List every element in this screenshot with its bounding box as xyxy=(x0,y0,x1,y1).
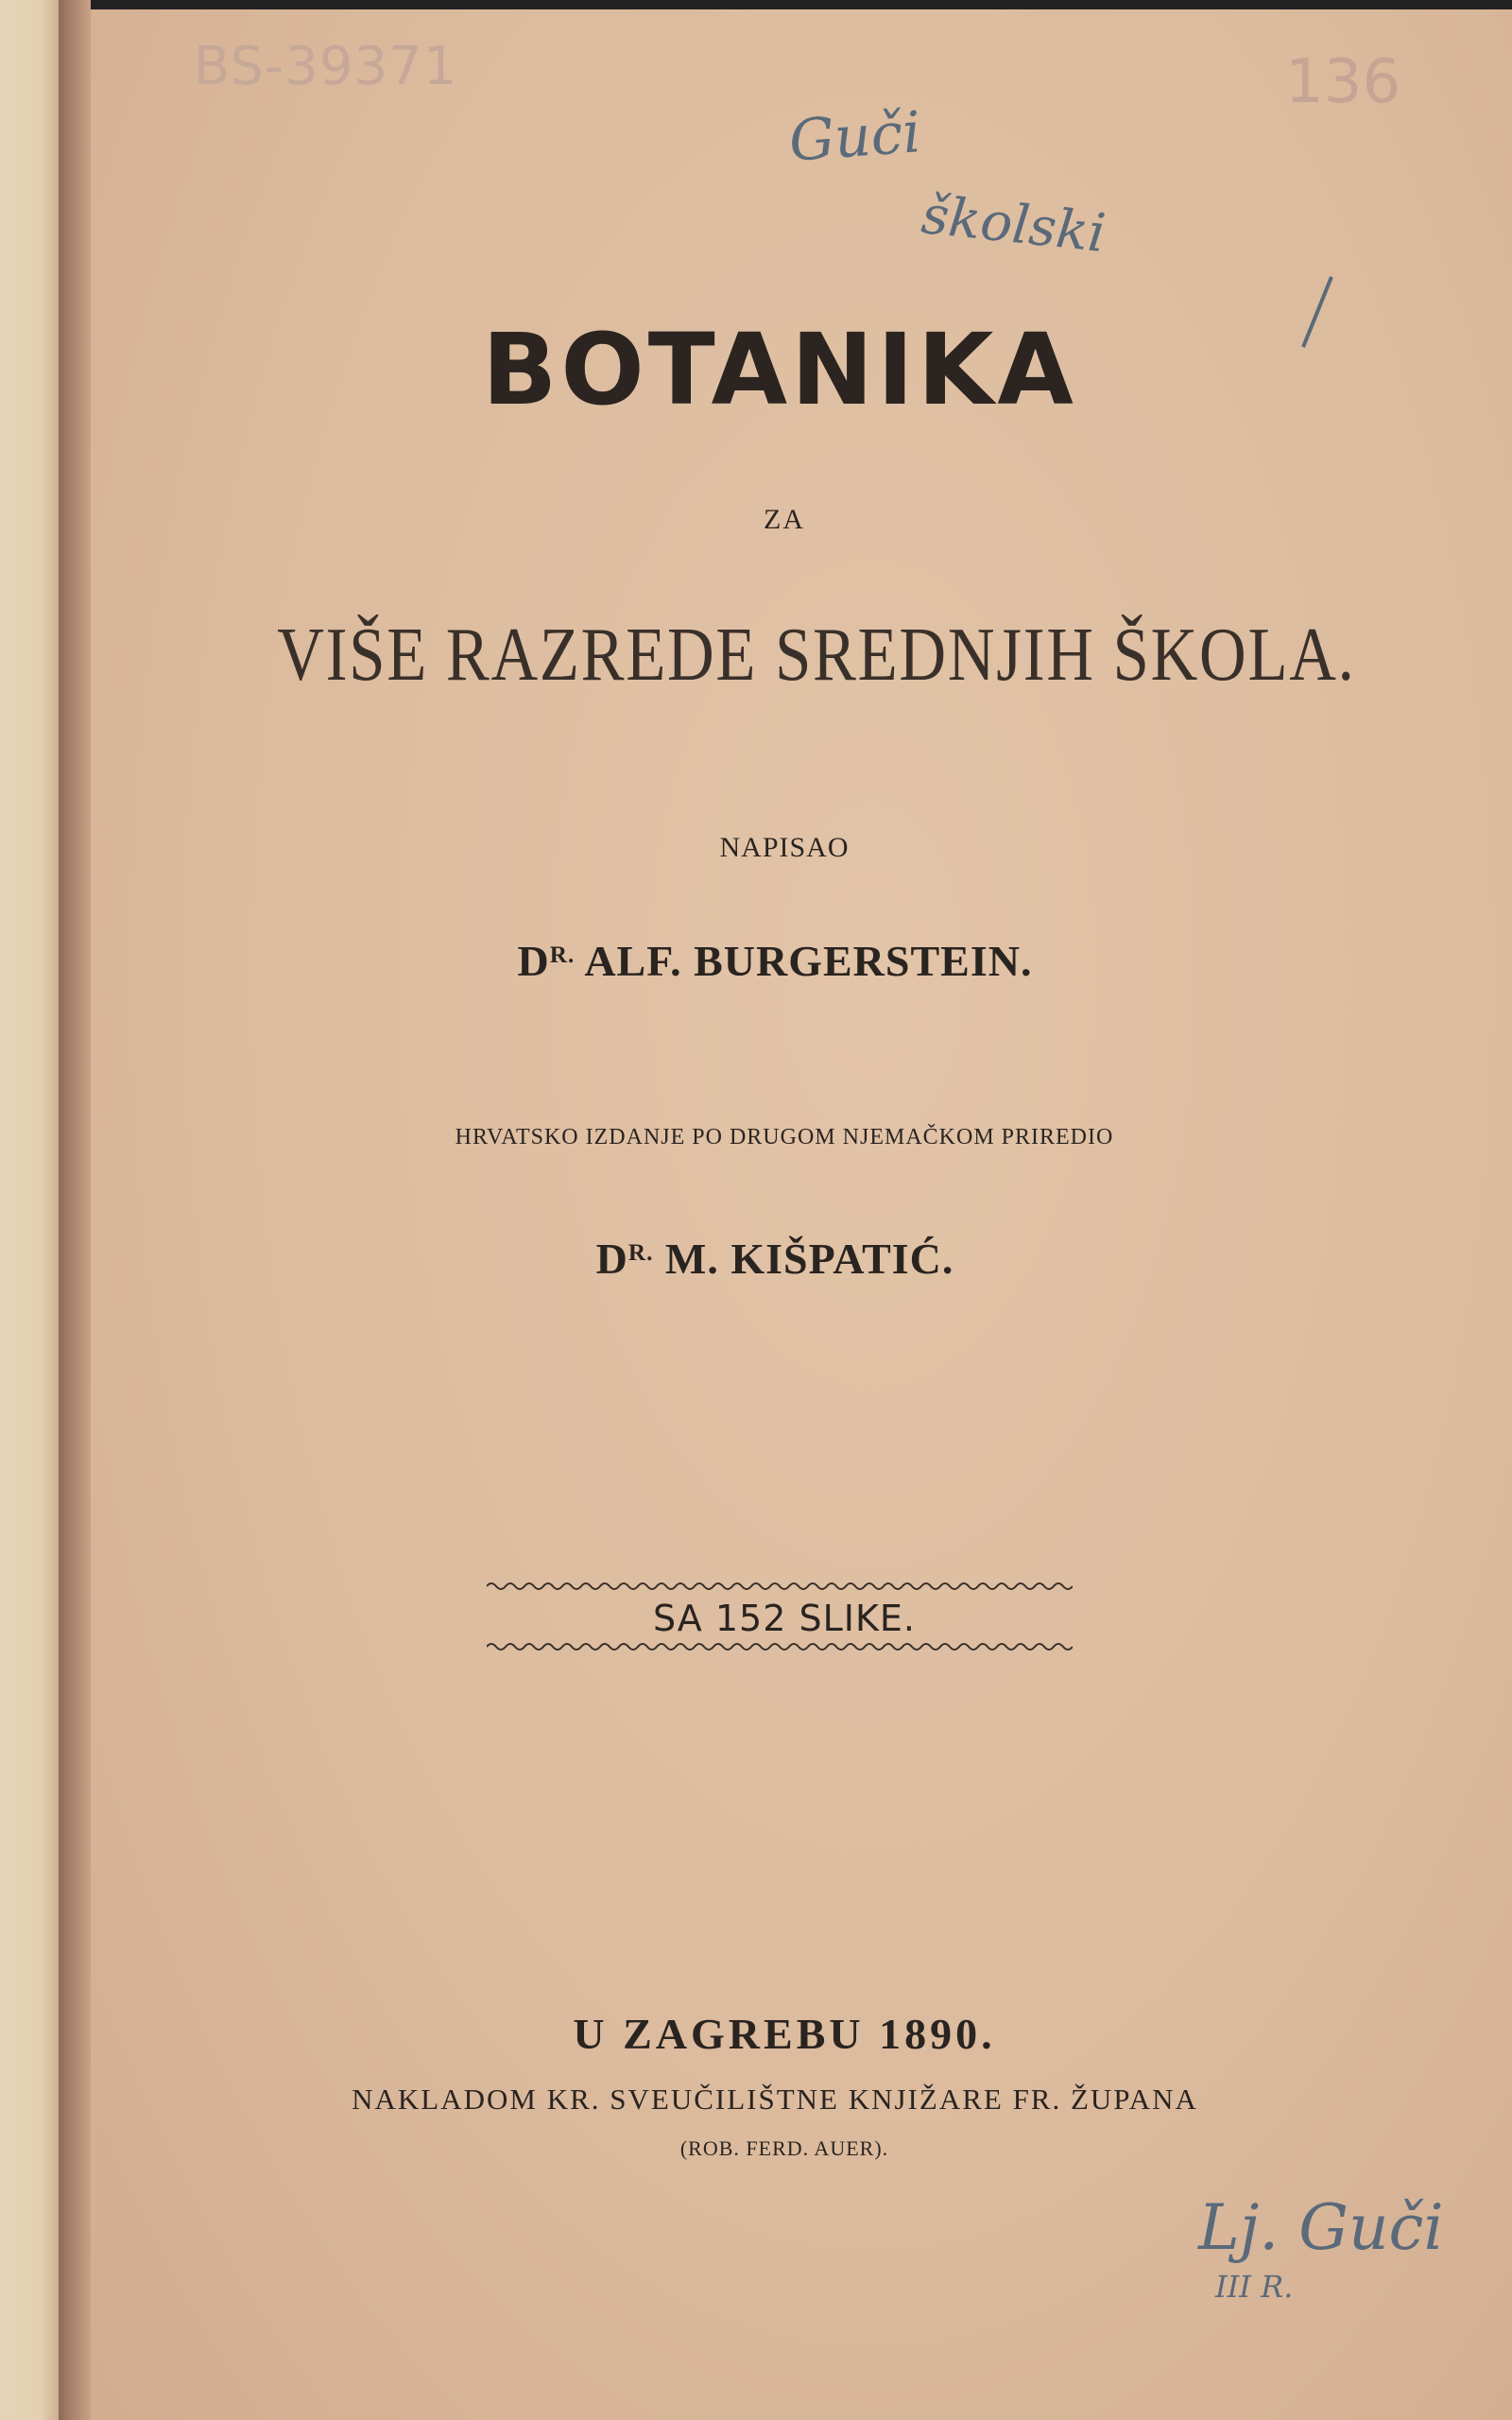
translator-name xyxy=(529,1234,1021,1284)
author-name-text: ALF. BURGERSTEIN. xyxy=(584,937,1033,985)
book-gutter xyxy=(59,0,91,2420)
corner-number: 136 xyxy=(1285,47,1401,117)
author-label: NAPISAO xyxy=(719,832,850,863)
translator-prefix: D xyxy=(595,1235,628,1283)
author-title-sup: R. xyxy=(549,942,576,969)
author-prefix: D xyxy=(517,937,550,985)
scan-top-edge xyxy=(0,0,1512,9)
title-connector: ZA xyxy=(764,504,805,535)
illustrations-note: SA 152 SLIKE. xyxy=(652,1598,917,1639)
author-name xyxy=(454,936,1096,986)
handwritten-class-note: III R. xyxy=(1215,2269,1294,2305)
handwritten-note-name: Guči xyxy=(786,99,923,175)
book-title: BOTANIKA xyxy=(482,312,1077,427)
translator-title-sup: R. xyxy=(627,1239,654,1267)
wavy-rule-top xyxy=(487,1581,1073,1592)
handwritten-note-school: školski xyxy=(919,183,1108,266)
printer-imprint: (ROB. FERD. AUER). xyxy=(679,2136,889,2160)
translator-name-text: M. KIŠPATIĆ. xyxy=(664,1235,954,1283)
publisher-line: NAKLADOM KR. SVEUČILIŠTNE KNJIŽARE FR. ŽUPANA xyxy=(352,2083,1198,2116)
edition-note: HRVATSKO IZDANJE PO DRUGOM NJEMAČKOM PRIREDIO xyxy=(455,1125,1114,1150)
shelfmark-number: BS-39371 xyxy=(194,36,458,97)
book-subtitle: VIŠE RAZREDE SREDNJIH ŠKOLA. xyxy=(277,614,1356,697)
handwritten-signature: Lj. Guči xyxy=(1198,2191,1444,2264)
place-year: U ZAGREBU 1890. xyxy=(573,2010,996,2058)
facing-page-edge xyxy=(0,0,59,2420)
wavy-rule-bottom xyxy=(487,1641,1073,1652)
